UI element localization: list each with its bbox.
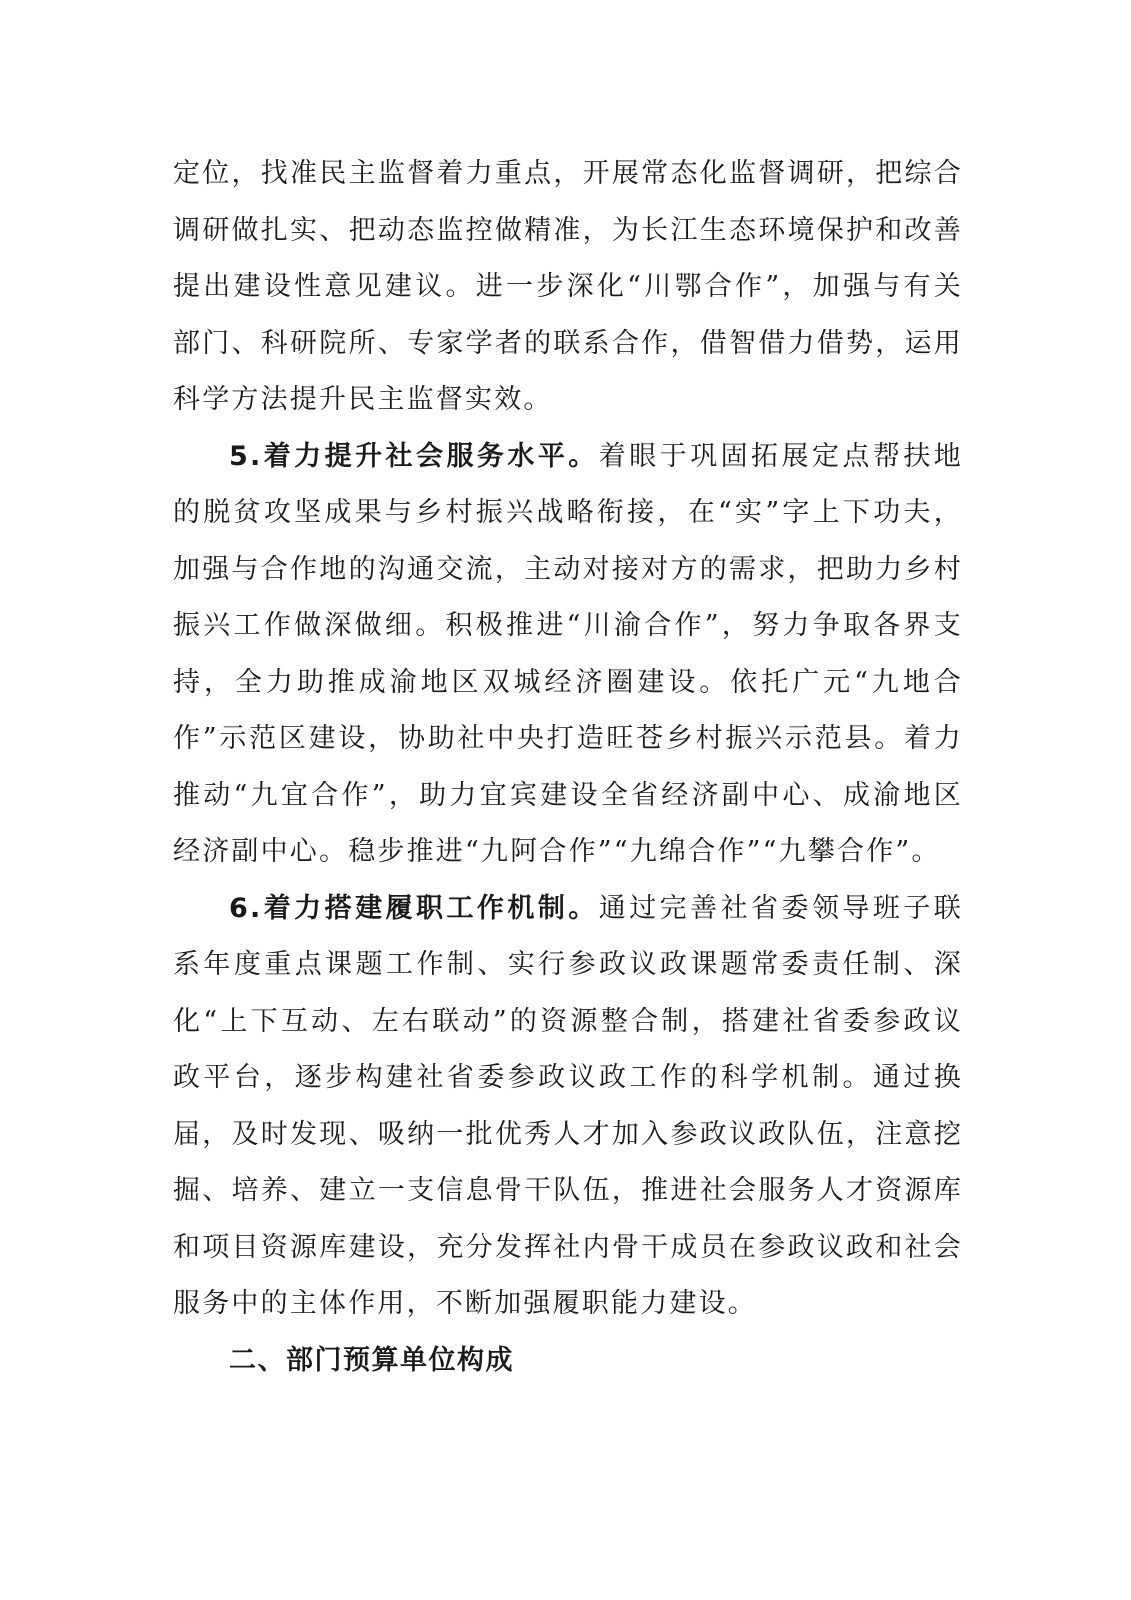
paragraph-continuation — [173, 146, 963, 429]
section-heading: 二、部门预算单位构成 — [229, 1344, 514, 1376]
paragraph-lead-heading: 5.着力提升社会服务水平。 — [229, 440, 599, 472]
paragraph-body: 通过完善社省委领导班子联系年度重点课题工作制、实行参政议政课题常委责任制、深化“上下互动、左右联动”的资源整合制，搭建社省委参政议政平台，逐步构建社省委参政议政工作的科学机制。通过换届，及时发现、吸纳一批优秀人才加入参政议政队伍，注意挖掘、培养、建立一支信息骨干队伍，推进社会服务人才资源库和项目资源库建设，充分发挥社内骨干成员在参政议政和社会服务中的主体作用，不断加强履职能力建设。 — [173, 892, 963, 1319]
paragraph-lead-heading: 6.着力搭建履职工作机制。 — [229, 892, 599, 924]
paragraph-body: 定位，找准民主监督着力重点，开展常态化监督调研，把综合调研做扎实、把动态监控做精准，为长江生态环境保护和改善提出建设性意见建议。进一步深化“川鄂合作”，加强与有关部门、科研院所、专家学者的联系合作，借智借力借势，运用科学方法提升民主监督实效。 — [173, 158, 963, 415]
document-page — [173, 146, 963, 1389]
paragraph-work-mechanism — [173, 881, 963, 1333]
paragraph-social-service — [173, 429, 963, 881]
paragraph-body: 着眼于巩固拓展定点帮扶地的脱贫攻坚成果与乡村振兴战略衔接，在“实”字上下功夫，加强与合作地的沟通交流，主动对接对方的需求，把助力乡村振兴工作做深做细。积极推进“川渝合作”，努力争取各界支持，全力助推成渝地区双城经济圈建设。依托广元“九地合作”示范区建设，协助社中央打造旺苍乡村振兴示范县。着力推动“九宜合作”，助力宜宾建设全省经济副中心、成渝地区经济副中心。稳步推进“九阿合作”“九绵合作”“九攀合作”。 — [173, 440, 963, 867]
